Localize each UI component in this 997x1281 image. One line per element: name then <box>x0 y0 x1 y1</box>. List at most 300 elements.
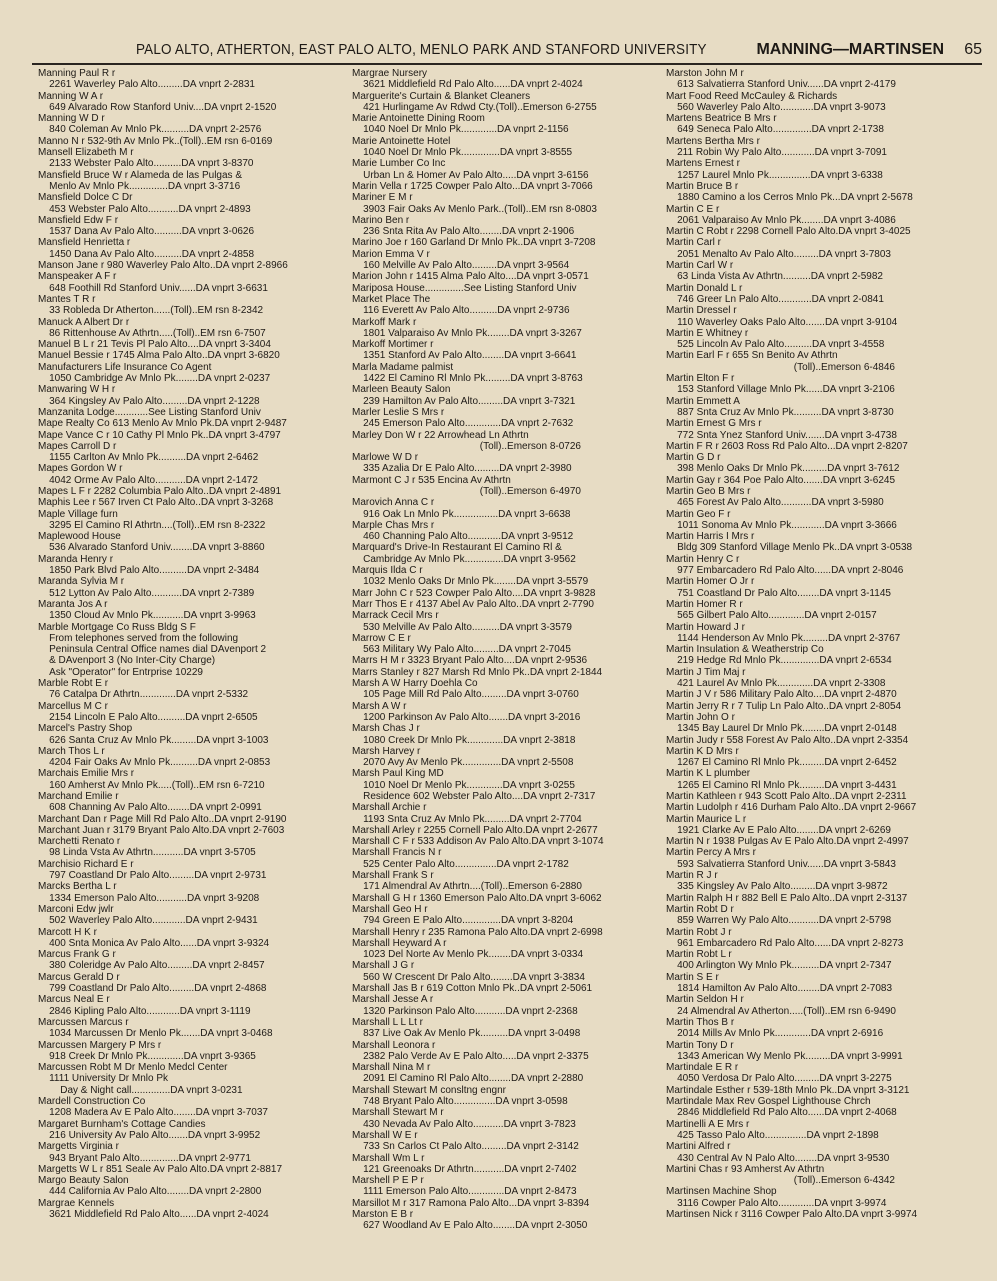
listing-line: Marler Leslie S Mrs r <box>352 406 445 418</box>
listing-line: Martin Harris I Mrs r <box>666 531 755 543</box>
listing-line: Martens Beatrice B Mrs r <box>666 113 777 125</box>
listing-line: Martin S E r <box>666 971 719 983</box>
listing-line: 1050 Cambridge Av Mnlo Pk........DA vnprt 2-0237 <box>38 373 271 385</box>
listing-line: Martin K D Mrs r <box>666 745 739 757</box>
listing-line: Martin Geo B Mrs r <box>666 485 751 497</box>
listing-line: Marr Thos E r 4137 Abel Av Palo Alto..DA vnprt 2-7790 <box>352 598 594 610</box>
listing-line: 627 Woodland Av E Palo Alto........DA vnprt 2-3050 <box>352 1220 588 1232</box>
listing-line: Marie Antoinette Hotel <box>352 135 451 147</box>
listing-line: Manuel B L r 21 Tevis Pl Palo Alto....DA vnprt 3-3404 <box>38 339 271 351</box>
listing-line: Bldg 309 Stanford Village Menlo Pk..DA vnprt 3-0538 <box>666 542 913 554</box>
listing-line: Marley Don W r 22 Arrowhead Ln Athrtn <box>352 429 529 441</box>
listing-line: 86 Rittenhouse Av Athrtn.....(Toll)..EM rsn 6-7507 <box>38 327 266 339</box>
listing-line: Margaret Burnham's Cottage Candies <box>38 1118 206 1130</box>
listing-line: Martin Jerry R r 7 Tulip Ln Palo Alto..DA vnprt 2-8054 <box>666 700 902 712</box>
listing-line: Menlo Av Mnlo Pk..............DA vnprt 3-3716 <box>38 180 241 192</box>
listing-line: Martin Robt D r <box>666 903 734 915</box>
listing-line: 1193 Snta Cruz Av Mnlo Pk.........DA vnprt 2-7704 <box>352 813 582 825</box>
listing-line: Maranta Jos A r <box>38 598 108 610</box>
listing-line: 105 Page Mill Rd Palo Alto.........DA vnprt 3-0760 <box>352 689 579 701</box>
listing-line: Martin C Robt r 2298 Cornell Palo Alto.DA vnprt 3-4025 <box>666 226 911 238</box>
listing-line: 961 Embarcadero Rd Palo Alto......DA vnprt 2-8273 <box>666 937 904 949</box>
listing-line: Martin Elton F r <box>666 373 735 385</box>
listing-line: 465 Forest Av Palo Alto...........DA vnprt 3-5980 <box>666 497 884 509</box>
listing-line: Martens Bertha Mrs r <box>666 135 760 147</box>
listing-line: Margrae Nursery <box>352 68 428 79</box>
listing-line: 943 Bryant Palo Alto..............DA vnprt 2-9771 <box>38 1152 251 1164</box>
listing-line: Martin Insulation & Weatherstrip Co <box>666 644 824 656</box>
listing-line: Marconi Edw jwlr <box>38 903 114 915</box>
listing-line: Martin Seldon H r <box>666 994 744 1006</box>
listing-line: Marr John C r 523 Cowper Palo Alto....DA vnprt 3-9828 <box>352 587 596 599</box>
listing-line: Manning W A r <box>38 90 104 102</box>
listing-line: Martindale Max Rev Gospel Lighthouse Chrch <box>666 1096 871 1108</box>
listing-line: Marcus Gerald D r <box>38 971 120 983</box>
listing-line: 1880 Camino a los Cerros Mnlo Pk...DA vnprt 2-5678 <box>666 192 913 204</box>
listing-line: 2091 El Camino Rl Palo Alto........DA vnprt 2-2880 <box>352 1073 584 1085</box>
listing-line: 530 Melville Av Palo Alto..........DA vnprt 3-3579 <box>352 621 572 633</box>
listing-line: Marshall C F r 533 Addison Av Palo Alto.DA vnprt 3-1074 <box>352 836 604 848</box>
listing-line: Martin Percy A Mrs r <box>666 847 757 859</box>
listing-line: 3116 Cowper Palo Alto.............DA vnprt 3-9974 <box>666 1197 887 1209</box>
listing-line: Marshall Geo H r <box>352 903 428 915</box>
listing-line: 746 Greer Ln Palo Alto............DA vnprt 2-0841 <box>666 293 884 305</box>
listing-line: 216 University Av Palo Alto.......DA vnprt 3-9952 <box>38 1129 261 1141</box>
listing-line: March Thos L r <box>38 745 105 757</box>
listing-line: Martini Chas r 93 Amherst Av Athrtn <box>666 1163 825 1175</box>
listing-line: Marsh A W Harry Doehla Co <box>352 678 478 690</box>
listing-line: Day & Night call..............DA vnprt 3-0231 <box>38 1084 243 1096</box>
listing-line: Martin Howard J r <box>666 621 745 633</box>
listing-line: Marshall J G r <box>352 960 415 972</box>
listing-line: 1265 El Camino Rl Mnlo Pk.........DA vnprt 3-4431 <box>666 779 897 791</box>
listing-line: Martin Emmett A <box>666 395 740 407</box>
listing-line: Manning W D r <box>38 113 105 125</box>
listing-line: 1155 Carlton Av Mnlo Pk..........DA vnprt 2-6462 <box>38 452 259 464</box>
listing-line: 1537 Dana Av Palo Alto..........DA vnprt 3-0626 <box>38 226 255 238</box>
listing-line: 799 Coastland Dr Palo Alto.........DA vnprt 2-4868 <box>38 983 267 995</box>
listing-line: 733 Sn Carlos Ct Palo Alto.........DA vnprt 2-3142 <box>352 1141 579 1153</box>
listing-line: Marshall Wm L r <box>352 1152 425 1164</box>
listing-line: 608 Channing Av Palo Alto........DA vnprt 2-0991 <box>38 802 262 814</box>
listing-line: 110 Waverley Oaks Palo Alto.......DA vnprt 3-9104 <box>666 316 898 328</box>
listing-line: 560 Waverley Palo Alto............DA vnprt 3-9073 <box>666 101 886 113</box>
listing-line: Martinelli A E Mrs r <box>666 1118 750 1130</box>
listing-line: Martin Kathleen r 943 Scott Palo Alto..DA vnprt 2-2311 <box>666 791 907 802</box>
listing-line: Marsh Chas J r <box>352 723 420 735</box>
listing-line: Marchisio Richard E r <box>38 858 134 870</box>
listing-line: 2382 Palo Verde Av E Palo Alto.....DA vnprt 2-3375 <box>352 1050 589 1062</box>
listing-line: 649 Seneca Palo Alto..............DA vnprt 2-1738 <box>666 124 884 136</box>
listing-line: 160 Amherst Av Mnlo Pk.....(Toll)..EM rsn 6-7210 <box>38 779 265 791</box>
listing-line: Marin Vella r 1725 Cowper Palo Alto...DA vnprt 3-7066 <box>352 180 593 192</box>
listing-line: Mariposa House..............See Listing Stanford Univ <box>352 282 577 294</box>
listing-line: 2014 Mills Av Mnlo Pk.............DA vnprt 2-6916 <box>666 1028 884 1040</box>
listing-line: 593 Salvatierra Stanford Univ......DA vnprt 3-5843 <box>666 858 896 870</box>
listing-line: Manson Jane r 980 Waverley Palo Alto..DA vnprt 2-8966 <box>38 260 288 272</box>
name-range: MANNING—MARTINSEN <box>756 41 944 58</box>
listing-line: Marsh Harvey r <box>352 745 421 757</box>
listing-line: Martinsen Machine Shop <box>666 1186 777 1198</box>
listing-line: Maple Village furn <box>38 508 118 520</box>
listing-column-2 <box>352 68 652 1268</box>
listing-line: 453 Webster Palo Alto...........DA vnprt 2-4893 <box>38 203 251 215</box>
listing-line: 430 Nevada Av Palo Alto...........DA vnprt 3-7823 <box>352 1118 576 1130</box>
listing-line: 444 California Av Palo Alto........DA vnprt 2-2800 <box>38 1186 262 1198</box>
listing-line: Martin Robt J r <box>666 926 732 938</box>
listing-line: Marchant Dan r Page Mill Rd Palo Alto..DA vnprt 2-9190 <box>38 813 287 825</box>
listing-line: Marshall Leonora r <box>352 1039 436 1051</box>
listing-line: Marble Robt E r <box>38 678 109 690</box>
listing-line: Mape Realty Co 613 Menlo Av Mnlo Pk.DA vnprt 2-9487 <box>38 418 287 430</box>
listing-line: 648 Foothill Rd Stanford Univ......DA vnprt 3-6631 <box>38 282 268 294</box>
listing-line: 4050 Verdosa Dr Palo Alto.........DA vnprt 3-2275 <box>666 1073 892 1085</box>
listing-line: Urban Ln & Homer Av Palo Alto.....DA vnprt 3-6156 <box>352 169 589 181</box>
listing-line: (Toll)..Emerson 8-0726 <box>352 440 581 452</box>
listing-line: Marino Ben r <box>352 214 410 226</box>
listing-line: & DAvenport 3 (No Inter-City Charge) <box>38 655 216 667</box>
listing-line: Mansfield Bruce W r Alameda de las Pulgas & <box>38 169 242 181</box>
listing-line: 1208 Madera Av E Palo Alto........DA vnprt 3-7037 <box>38 1107 268 1119</box>
listing-line: 63 Linda Vista Av Athrtn..........DA vnprt 2-5982 <box>666 271 883 283</box>
listing-line: Mapes L F r 2282 Columbia Palo Alto..DA vnprt 2-4891 <box>38 485 282 497</box>
listing-line: Marcel's Pastry Shop <box>38 723 133 735</box>
listing-line: Martini Alfred r <box>666 1141 731 1153</box>
listing-line: Marshell P E P r <box>352 1175 424 1187</box>
listing-line: 160 Melville Av Palo Alto.........DA vnprt 3-9564 <box>352 260 570 272</box>
listing-line: 1010 Noel Dr Menlo Pk.............DA vnprt 3-0255 <box>352 779 575 791</box>
listing-line: Martin K L plumber <box>666 768 751 780</box>
listing-line: 1023 Del Norte Av Menlo Pk........DA vnprt 3-0334 <box>352 949 584 961</box>
listing-line: 649 Alvarado Row Stanford Univ....DA vnprt 2-1520 <box>38 101 277 113</box>
listing-line: Marston John M r <box>666 68 744 79</box>
listing-line: 512 Lytton Av Palo Alto...........DA vnprt 2-7389 <box>38 587 255 599</box>
listing-line: Martin Homer O Jr r <box>666 576 755 588</box>
listing-line: 1320 Parkinson Palo Alto...........DA vnprt 2-2368 <box>352 1005 578 1017</box>
listing-line: 1080 Creek Dr Mnlo Pk.............DA vnprt 2-3818 <box>352 734 576 746</box>
listing-line: 239 Hamilton Av Palo Alto.........DA vnprt 3-7321 <box>352 395 576 407</box>
listing-line: Marquis Ilda C r <box>352 565 423 577</box>
listing-line: Martin Dressel r <box>666 305 737 317</box>
listing-line: Marsh A W r <box>352 700 407 712</box>
listing-line: 1350 Cloud Av Mnlo Pk...........DA vnprt 3-9963 <box>38 610 256 622</box>
listing-line: Maranda Sylvia M r <box>38 576 125 588</box>
listing-line: Mapes Gordon W r <box>38 463 123 475</box>
listing-line: Marshall Heyward A r <box>352 937 447 949</box>
listing-line: Residence 602 Webster Palo Alto....DA vnprt 2-7317 <box>352 791 596 802</box>
listing-line: Mansfield Henrietta r <box>38 237 131 249</box>
listing-line: Martin Tony D r <box>666 1039 734 1051</box>
listing-line: Marmont C J r 535 Encina Av Athrtn <box>352 474 511 486</box>
listing-line: Martin Earl F r 655 Sn Benito Av Athrtn <box>666 350 838 362</box>
listing-line: Margrae Kennels <box>38 1197 115 1209</box>
listing-line: 560 W Crescent Dr Palo Alto........DA vnprt 3-3834 <box>352 971 585 983</box>
listing-line: Martin Bruce B r <box>666 180 739 192</box>
listing-line: Martin Donald L r <box>666 282 743 294</box>
listing-line: 565 Gilbert Palo Alto.............DA vnprt 2-0157 <box>666 610 877 622</box>
listing-line: 1111 Emerson Palo Alto.............DA vnprt 2-8473 <box>352 1186 577 1198</box>
listing-line: 211 Robin Wy Palo Alto............DA vnprt 3-7091 <box>666 147 887 159</box>
listing-line: 380 Coleridge Av Palo Alto.........DA vnprt 2-8457 <box>38 960 265 972</box>
listing-line: From telephones served from the following <box>38 632 239 644</box>
listing-column-1 <box>38 68 338 1268</box>
listing-line: Marlowe W D r <box>352 452 419 464</box>
listing-line: Martin John O r <box>666 711 735 723</box>
listing-line: Marshall Stewart M consltng engnr <box>352 1084 506 1096</box>
listing-line: Martin N r 1938 Pulgas Av E Palo Alto.DA vnprt 2-4997 <box>666 836 909 848</box>
listing-line: 1801 Valparaiso Av Mnlo Pk........DA vnprt 3-3267 <box>352 327 582 339</box>
listing-line: 171 Almendral Av Athrtn....(Toll)..Emerson 6-2880 <box>352 881 582 893</box>
listing-line: Marrs Stanley r 827 Marsh Rd Mnlo Pk..DA vnprt 2-1844 <box>352 666 603 678</box>
listing-line: Marcussen Robt M Dr Menlo Medcl Center <box>38 1062 228 1074</box>
listing-line: Marrs H M r 3323 Bryant Palo Alto....DA vnprt 2-9536 <box>352 655 588 667</box>
listing-line: 563 Military Wy Palo Alto.........DA vnprt 2-7045 <box>352 644 571 656</box>
listing-line: 1921 Clarke Av E Palo Alto........DA vnprt 2-6269 <box>666 824 891 836</box>
listing-line: 1422 El Camino Rl Mnlo Pk.........DA vnprt 3-8763 <box>352 373 583 385</box>
listing-line: 335 Azalia Dr E Palo Alto.........DA vnprt 2-3980 <box>352 463 572 475</box>
listing-line: Manuck A Albert Dr r <box>38 316 130 328</box>
listing-line: (Toll)..Emerson 6-4342 <box>666 1175 895 1187</box>
listing-line: Mariner E M r <box>352 192 413 204</box>
listing-line: Martin Thos B r <box>666 1016 735 1028</box>
listing-line: 916 Oak Ln Mnlo Pk................DA vnprt 3-6638 <box>352 508 571 520</box>
listing-line: 425 Tasso Palo Alto...............DA vnprt 2-1898 <box>666 1129 879 1141</box>
listing-line: 772 Snta Ynez Stanford Univ.......DA vnprt 3-4738 <box>666 429 897 441</box>
listing-line: Marsillot M r 317 Ramona Palo Alto...DA vnprt 3-8394 <box>352 1197 590 1209</box>
listing-line: 525 Center Palo Alto...............DA vnprt 2-1782 <box>352 858 569 870</box>
listing-line: 840 Coleman Av Mnlo Pk..........DA vnprt 2-2576 <box>38 124 262 136</box>
listing-line: Martens Ernest r <box>666 158 740 170</box>
listing-line: 1032 Menlo Oaks Dr Mnlo Pk........DA vnprt 3-5579 <box>352 576 589 588</box>
listing-line: Marble Mortgage Co Russ Bldg S F <box>38 621 196 633</box>
listing-line: 364 Kingsley Av Palo Alto.........DA vnprt 2-1228 <box>38 395 260 407</box>
listing-line: Marshall W E r <box>352 1129 418 1141</box>
listing-line: 2051 Menalto Av Palo Alto.........DA vnprt 3-7803 <box>666 248 891 260</box>
listing-line: 335 Kingsley Av Palo Alto.........DA vnprt 3-9872 <box>666 881 888 893</box>
listing-line: 797 Coastland Dr Palo Alto.........DA vnprt 2-9731 <box>38 870 267 882</box>
listing-line: 4042 Orme Av Palo Alto...........DA vnprt 2-1472 <box>38 474 258 486</box>
listing-line: 536 Alvarado Stanford Univ........DA vnprt 3-8860 <box>38 542 265 554</box>
listing-line: Manno N r 532-9th Av Mnlo Pk..(Toll)..EM rsn 6-0169 <box>38 135 273 147</box>
listing-line: Manufacturers Life Insurance Co Agent <box>38 361 212 373</box>
listing-line: 751 Coastland Dr Palo Alto........DA vnprt 3-1145 <box>666 587 891 599</box>
listing-line: Marchetti Renato r <box>38 836 121 848</box>
listing-line: 1814 Hamilton Av Palo Alto........DA vnprt 2-7083 <box>666 983 893 995</box>
listing-line: Marcussen Marcus r <box>38 1016 129 1028</box>
listing-line: Martinsen Nick r 3116 Cowper Palo Alto.DA vnprt 3-9974 <box>666 1208 918 1220</box>
listing-line: 918 Creek Dr Mnlo Pk.............DA vnprt 3-9365 <box>38 1050 256 1062</box>
listing-line: Marion Emma V r <box>352 248 430 260</box>
listing-line: 837 Live Oak Av Menlo Pk..........DA vnprt 3-0498 <box>352 1028 581 1040</box>
listing-line: 4204 Fair Oaks Av Mnlo Pk..........DA vnprt 2-0853 <box>38 757 271 769</box>
page-number: 65 <box>964 41 982 58</box>
listing-line: Marchand Emilie r <box>38 791 119 802</box>
listing-line: Marple Chas Mrs r <box>352 519 435 531</box>
running-title: PALO ALTO, ATHERTON, EAST PALO ALTO, MENLO PARK AND STANFORD UNIVERSITY <box>136 42 707 58</box>
listing-line: 400 Arlington Wy Mnlo Pk..........DA vnprt 2-7347 <box>666 960 892 972</box>
listing-line: 116 Everett Av Palo Alto..........DA vnprt 2-9736 <box>352 305 570 317</box>
listing-line: 794 Green E Palo Alto..............DA vnprt 3-8204 <box>352 915 574 927</box>
listing-line: Martin Geo F r <box>666 508 731 520</box>
listing-line: Marshall Arley r 2255 Cornell Palo Alto.DA vnprt 2-2677 <box>352 824 598 836</box>
listing-line: Martin C E r <box>666 203 720 215</box>
listing-line: Marshall Stewart M r <box>352 1107 444 1119</box>
listing-line: 1011 Sonoma Av Mnlo Pk............DA vnprt 3-3666 <box>666 519 897 531</box>
listing-line: 400 Snta Monica Av Palo Alto......DA vnprt 3-9324 <box>38 937 270 949</box>
listing-line: 887 Snta Cruz Av Mnlo Pk..........DA vnprt 3-8730 <box>666 406 894 418</box>
listing-line: Margetts W L r 851 Seale Av Palo Alto.DA vnprt 2-8817 <box>38 1163 283 1175</box>
listing-line: 1257 Laurel Mnlo Pk...............DA vnprt 3-6338 <box>666 169 883 181</box>
listing-line: Martin J V r 586 Military Palo Alto....DA vnprt 2-4870 <box>666 689 897 701</box>
listing-line: 2261 Waverley Palo Alto.........DA vnprt 2-2831 <box>38 79 255 91</box>
listing-line: 977 Embarcadero Rd Palo Alto......DA vnprt 2-8046 <box>666 565 904 577</box>
listing-line: Peninsula Central Office names dial DAvenport 2 <box>38 644 267 656</box>
listing-line: 1351 Stanford Av Palo Alto........DA vnprt 3-6641 <box>352 350 577 362</box>
listing-line: 1040 Noel Dr Mnlo Pk..............DA vnprt 3-8555 <box>352 147 573 159</box>
listing-line: Marshall Jesse A r <box>352 994 434 1006</box>
listing-line: 525 Lincoln Av Palo Alto..........DA vnprt 3-4558 <box>666 339 885 351</box>
listing-line: 1850 Park Blvd Palo Alto..........DA vnprt 2-3484 <box>38 565 260 577</box>
listing-line: 33 Robleda Dr Atherton......(Toll)..EM rsn 8-2342 <box>38 305 264 317</box>
listing-line: Martin Ralph H r 882 Bell E Palo Alto..DA vnprt 2-3137 <box>666 892 908 904</box>
listing-line: 2061 Valparaiso Av Mnlo Pk........DA vnprt 3-4086 <box>666 214 896 226</box>
listing-line: Marie Antoinette Dining Room <box>352 113 485 125</box>
listing-line: Martindale Esther r 539-18th Mnlo Pk..DA vnprt 3-3121 <box>666 1084 910 1096</box>
listing-line: 421 Laurel Av Mnlo Pk.............DA vnprt 2-3308 <box>666 678 886 690</box>
listing-line: Martin R J r <box>666 870 718 882</box>
listing-line: Marion John r 1415 Alma Palo Alto....DA vnprt 3-0571 <box>352 271 589 283</box>
listing-line: Marquard's Drive-In Restaurant El Camino Rl & <box>352 542 562 554</box>
listing-line: Marston E B r <box>352 1208 414 1220</box>
listing-line: Martin Maurice L r <box>666 813 747 825</box>
listing-line: Manwaring W H r <box>38 384 116 396</box>
listing-line: Manzanita Lodge............See Listing Stanford Univ <box>38 406 261 418</box>
listing-line: Mape Vance C r 10 Cathy Pl Mnlo Pk..DA vnprt 3-4797 <box>38 429 281 441</box>
listing-line: Marcus Neal E r <box>38 994 110 1006</box>
listing-line: Marshall Jas B r 619 Cotton Mnlo Pk..DA vnprt 2-5061 <box>352 983 593 995</box>
listing-line: Marshall Archie r <box>352 802 427 814</box>
listing-line: 2846 Kipling Palo Alto............DA vnprt 3-1119 <box>38 1005 251 1017</box>
listing-line: 613 Salvatierra Stanford Univ......DA vnprt 2-4179 <box>666 79 896 91</box>
listing-line: Marshall Francis N r <box>352 847 442 859</box>
listing-line: Marchais Emilie Mrs r <box>38 768 135 780</box>
listing-line: Martin Carl W r <box>666 260 734 272</box>
listing-line: Marshall L L Lt r <box>352 1016 423 1028</box>
listing-line: Margetts Virginia r <box>38 1141 119 1153</box>
listing-line: 398 Menlo Oaks Dr Mnlo Pk.........DA vnprt 3-7612 <box>666 463 900 475</box>
listing-line: Marleen Beauty Salon <box>352 384 451 396</box>
listing-line: 748 Bryant Palo Alto...............DA vnprt 3-0598 <box>352 1096 568 1108</box>
listing-line: 430 Central Av N Palo Alto........DA vnprt 3-9530 <box>666 1152 890 1164</box>
listing-line: Marrow C E r <box>352 632 411 644</box>
listing-line: 1200 Parkinson Av Palo Alto.......DA vnprt 3-2016 <box>352 711 581 723</box>
page-header <box>32 42 982 62</box>
listing-line: Maranda Henry r <box>38 553 114 565</box>
listing-line: Marshall Nina M r <box>352 1062 431 1074</box>
listing-line: (Toll)..Emerson 6-4846 <box>666 361 895 373</box>
listing-line: 460 Channing Palo Alto............DA vnprt 3-9512 <box>352 531 574 543</box>
listing-line: Ask "Operator" for Entrprise 10229 <box>38 666 203 678</box>
listing-line: Martin E Whitney r <box>666 327 749 339</box>
listing-line: Marshall Frank S r <box>352 870 434 882</box>
listing-line: Manuel Bessie r 1745 Alma Palo Alto..DA vnprt 3-6820 <box>38 350 280 362</box>
listing-line: Martin Ernest G Mrs r <box>666 418 762 430</box>
listing-line: Marla Madame palmist <box>352 361 454 373</box>
listing-line: Marchant Juan r 3179 Bryant Palo Alto.DA vnprt 2-7603 <box>38 824 285 836</box>
listing-line: Market Place The <box>352 293 431 305</box>
listing-line: 1144 Henderson Av Mnlo Pk.........DA vnprt 2-3767 <box>666 632 901 644</box>
listing-line: Marcellus M C r <box>38 700 109 712</box>
listing-line: Mansell Elizabeth M r <box>38 147 134 159</box>
listing-line: 3903 Fair Oaks Av Menlo Park..(Toll)..EM rsn 8-0803 <box>352 203 597 215</box>
listing-line: Marshall Henry r 235 Ramona Palo Alto.DA vnprt 2-6998 <box>352 926 603 938</box>
listing-line: Marcus Frank G r <box>38 949 116 961</box>
listing-line: Martin Gay r 364 Poe Palo Alto.......DA vnprt 3-6245 <box>666 474 896 486</box>
listing-line: 1343 American Wy Menlo Pk.........DA vnprt 3-9991 <box>666 1050 903 1062</box>
listing-line: Martin J Tim Maj r <box>666 666 746 678</box>
listing-line: 3621 Middlefield Rd Palo Alto......DA vnprt 2-4024 <box>352 79 583 91</box>
listing-line: Manspeaker A F r <box>38 271 117 283</box>
listing-line: Martin Ludolph r 416 Durham Palo Alto..DA vnprt 2-9667 <box>666 802 917 814</box>
listing-line: Markoff Mortimer r <box>352 339 434 351</box>
listing-line: 1267 El Camino Rl Mnlo Pk.........DA vnprt 2-6452 <box>666 757 897 769</box>
listing-line: 98 Linda Vsta Av Athrtn...........DA vnprt 3-5705 <box>38 847 256 859</box>
listing-line: Marino Joe r 160 Garland Dr Mnlo Pk..DA vnprt 3-7208 <box>352 237 596 249</box>
listing-line: 245 Emerson Palo Alto.............DA vnprt 2-7632 <box>352 418 574 430</box>
listing-line: 76 Catalpa Dr Athrtn.............DA vnprt 2-5332 <box>38 689 249 701</box>
listing-line: Maphis Lee r 567 Irven Ct Palo Alto..DA vnprt 3-3268 <box>38 497 274 509</box>
listing-line: 153 Stanford Village Mnlo Pk......DA vnprt 3-2106 <box>666 384 895 396</box>
listing-line: Martindale E R r <box>666 1062 739 1074</box>
listing-line: 2133 Webster Palo Alto..........DA vnprt 3-8370 <box>38 158 254 170</box>
listing-line: 626 Santa Cruz Av Mnlo Pk.........DA vnprt 3-1003 <box>38 734 269 746</box>
listing-line: Mardell Construction Co <box>38 1096 146 1108</box>
listing-line: Marsh Paul King MD <box>352 768 444 780</box>
listing-line: Margo Beauty Salon <box>38 1175 129 1187</box>
listing-line: Mansfield Dolce C Dr <box>38 192 133 204</box>
listing-line: 502 Waverley Palo Alto............DA vnprt 2-9431 <box>38 915 258 927</box>
listing-line: 236 Snta Rita Av Palo Alto........DA vnprt 2-1906 <box>352 226 575 238</box>
listing-line: Mapes Carroll D r <box>38 440 117 452</box>
listing-line: 3295 El Camino Rl Athrtn....(Toll)..EM rsn 8-2322 <box>38 519 266 531</box>
listing-column-3 <box>666 68 966 1268</box>
listing-line: Marguerite's Curtain & Blanket Cleaners <box>352 90 531 102</box>
listing-line: Maplewood House <box>38 531 121 543</box>
listing-line: 1345 Bay Laurel Dr Mnlo Pk........DA vnprt 2-0148 <box>666 723 897 735</box>
listing-line: Martin Carl r <box>666 237 722 249</box>
listing-line: Marcott H K r <box>38 926 97 938</box>
listing-line: Markoff Mark r <box>352 316 417 328</box>
listing-line: Marshall G H r 1360 Emerson Palo Alto.DA vnprt 3-6062 <box>352 892 602 904</box>
listing-line: 1450 Dana Av Palo Alto..........DA vnprt 2-4858 <box>38 248 255 260</box>
listing-line: 219 Hedge Rd Mnlo Pk..............DA vnprt 2-6534 <box>666 655 892 667</box>
listing-line: 859 Warren Wy Palo Alto...........DA vnprt 2-5798 <box>666 915 892 927</box>
listing-line: Martin Judy r 558 Forest Av Palo Alto..DA vnprt 2-3354 <box>666 734 909 746</box>
listing-line: Manning Paul R r <box>38 68 116 79</box>
listing-line: Cambridge Av Mnlo Pk..............DA vnprt 3-9562 <box>352 553 576 565</box>
listing-line: Martin Homer R r <box>666 598 743 610</box>
listing-line: 421 Hurlingame Av Rdwd Cty.(Toll)..Emerson 6-2755 <box>352 101 597 113</box>
listing-line: Martin Robt L r <box>666 949 732 961</box>
listing-line: 2154 Lincoln E Palo Alto..........DA vnprt 2-6505 <box>38 711 258 723</box>
listing-line: 2070 Avy Av Menlo Pk..............DA vnprt 2-5508 <box>352 757 574 769</box>
listing-line: (Toll)..Emerson 6-4970 <box>352 485 581 497</box>
listing-line: 1040 Noel Dr Mnlo Pk.............DA vnprt 2-1156 <box>352 124 569 136</box>
listing-line: 3621 Middlefield Rd Palo Alto......DA vnprt 2-4024 <box>38 1208 269 1220</box>
listing-line: Marcks Bertha L r <box>38 881 117 893</box>
listing-line: 1034 Marcussen Dr Menlo Pk.......DA vnprt 3-0468 <box>38 1028 273 1040</box>
listing-line: Marrack Cecil Mrs r <box>352 610 439 622</box>
